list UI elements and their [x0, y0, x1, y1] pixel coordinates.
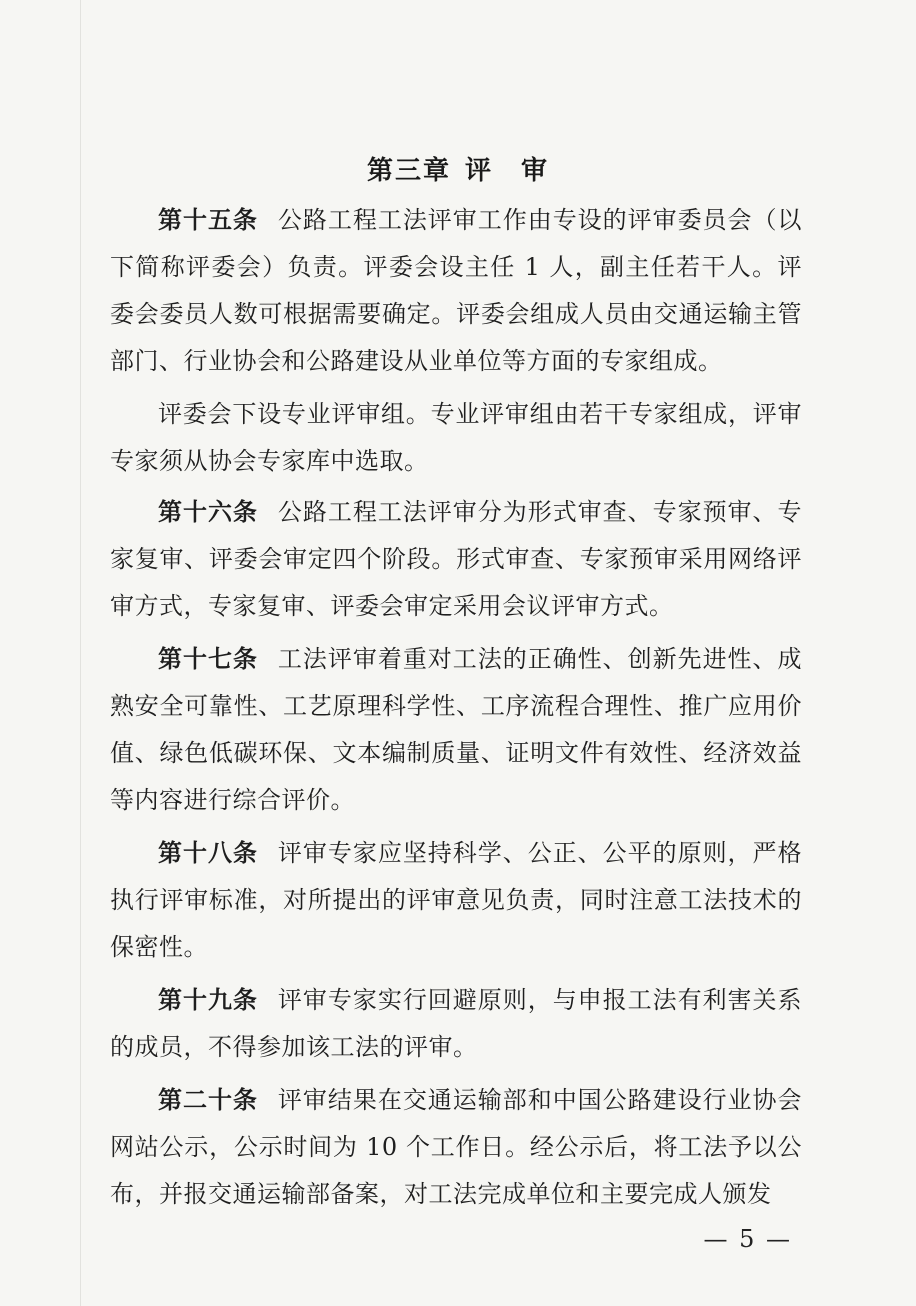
article-label: 第十八条 [158, 839, 258, 867]
binding-line [80, 0, 81, 1306]
paragraph-article-20 [110, 1077, 802, 1218]
paragraph-article-15 [110, 197, 802, 385]
chapter-name: 评 审 [465, 156, 550, 186]
article-label: 第十五条 [158, 206, 258, 234]
paragraph-article-17 [110, 636, 802, 824]
paragraph-text: 公路工程工法评审工作由专设的评审委员会（以下简称评委会）负责。评委会设主任 1 人，副主任若干人。评委会委员人数可根据需要确定。评委会组成人员由交通运输主管部门、行业协会和公路建设从业单位等方面的专家组成。 [110, 206, 803, 375]
article-label: 第十七条 [158, 645, 258, 673]
paragraph-expert-groups [110, 391, 802, 485]
paragraph-text: 工法评审着重对工法的正确性、创新先进性、成熟安全可靠性、工艺原理科学性、工序流程合理性、推广应用价值、绿色低碳环保、文本编制质量、证明文件有效性、经济效益等内容进行综合评价。 [110, 645, 803, 814]
paragraph-text: 评审结果在交通运输部和中国公路建设行业协会网站公示，公示时间为 10 个工作日。经公示后，将工法予以公布，并报交通运输部备案，对工法完成单位和主要完成人颁发 [110, 1086, 803, 1208]
body-text [110, 197, 802, 1224]
paragraph-text: 评审专家实行回避原则，与申报工法有利害关系的成员，不得参加该工法的评审。 [110, 986, 803, 1061]
article-label: 第十九条 [158, 986, 258, 1014]
page-number: — 5 — [703, 1225, 792, 1253]
paragraph-text: 评审专家应坚持科学、公正、公平的原则，严格执行评审标准，对所提出的评审意见负责，同时注意工法技术的保密性。 [110, 839, 803, 961]
paragraph-article-18 [110, 830, 802, 971]
article-label: 第十六条 [158, 498, 258, 526]
paragraph-article-19 [110, 977, 802, 1071]
chapter-number: 第三章 [366, 156, 451, 186]
chapter-title [0, 150, 916, 187]
paragraph-article-16 [110, 489, 802, 630]
paragraph-text: 公路工程工法评审分为形式审查、专家预审、专家复审、评委会审定四个阶段。形式审查、专家预审采用网络评审方式，专家复审、评委会审定采用会议评审方式。 [110, 498, 803, 620]
paragraph-text: 评委会下设专业评审组。专业评审组由若干专家组成，评审专家须从协会专家库中选取。 [110, 400, 802, 475]
article-label: 第二十条 [158, 1086, 258, 1114]
